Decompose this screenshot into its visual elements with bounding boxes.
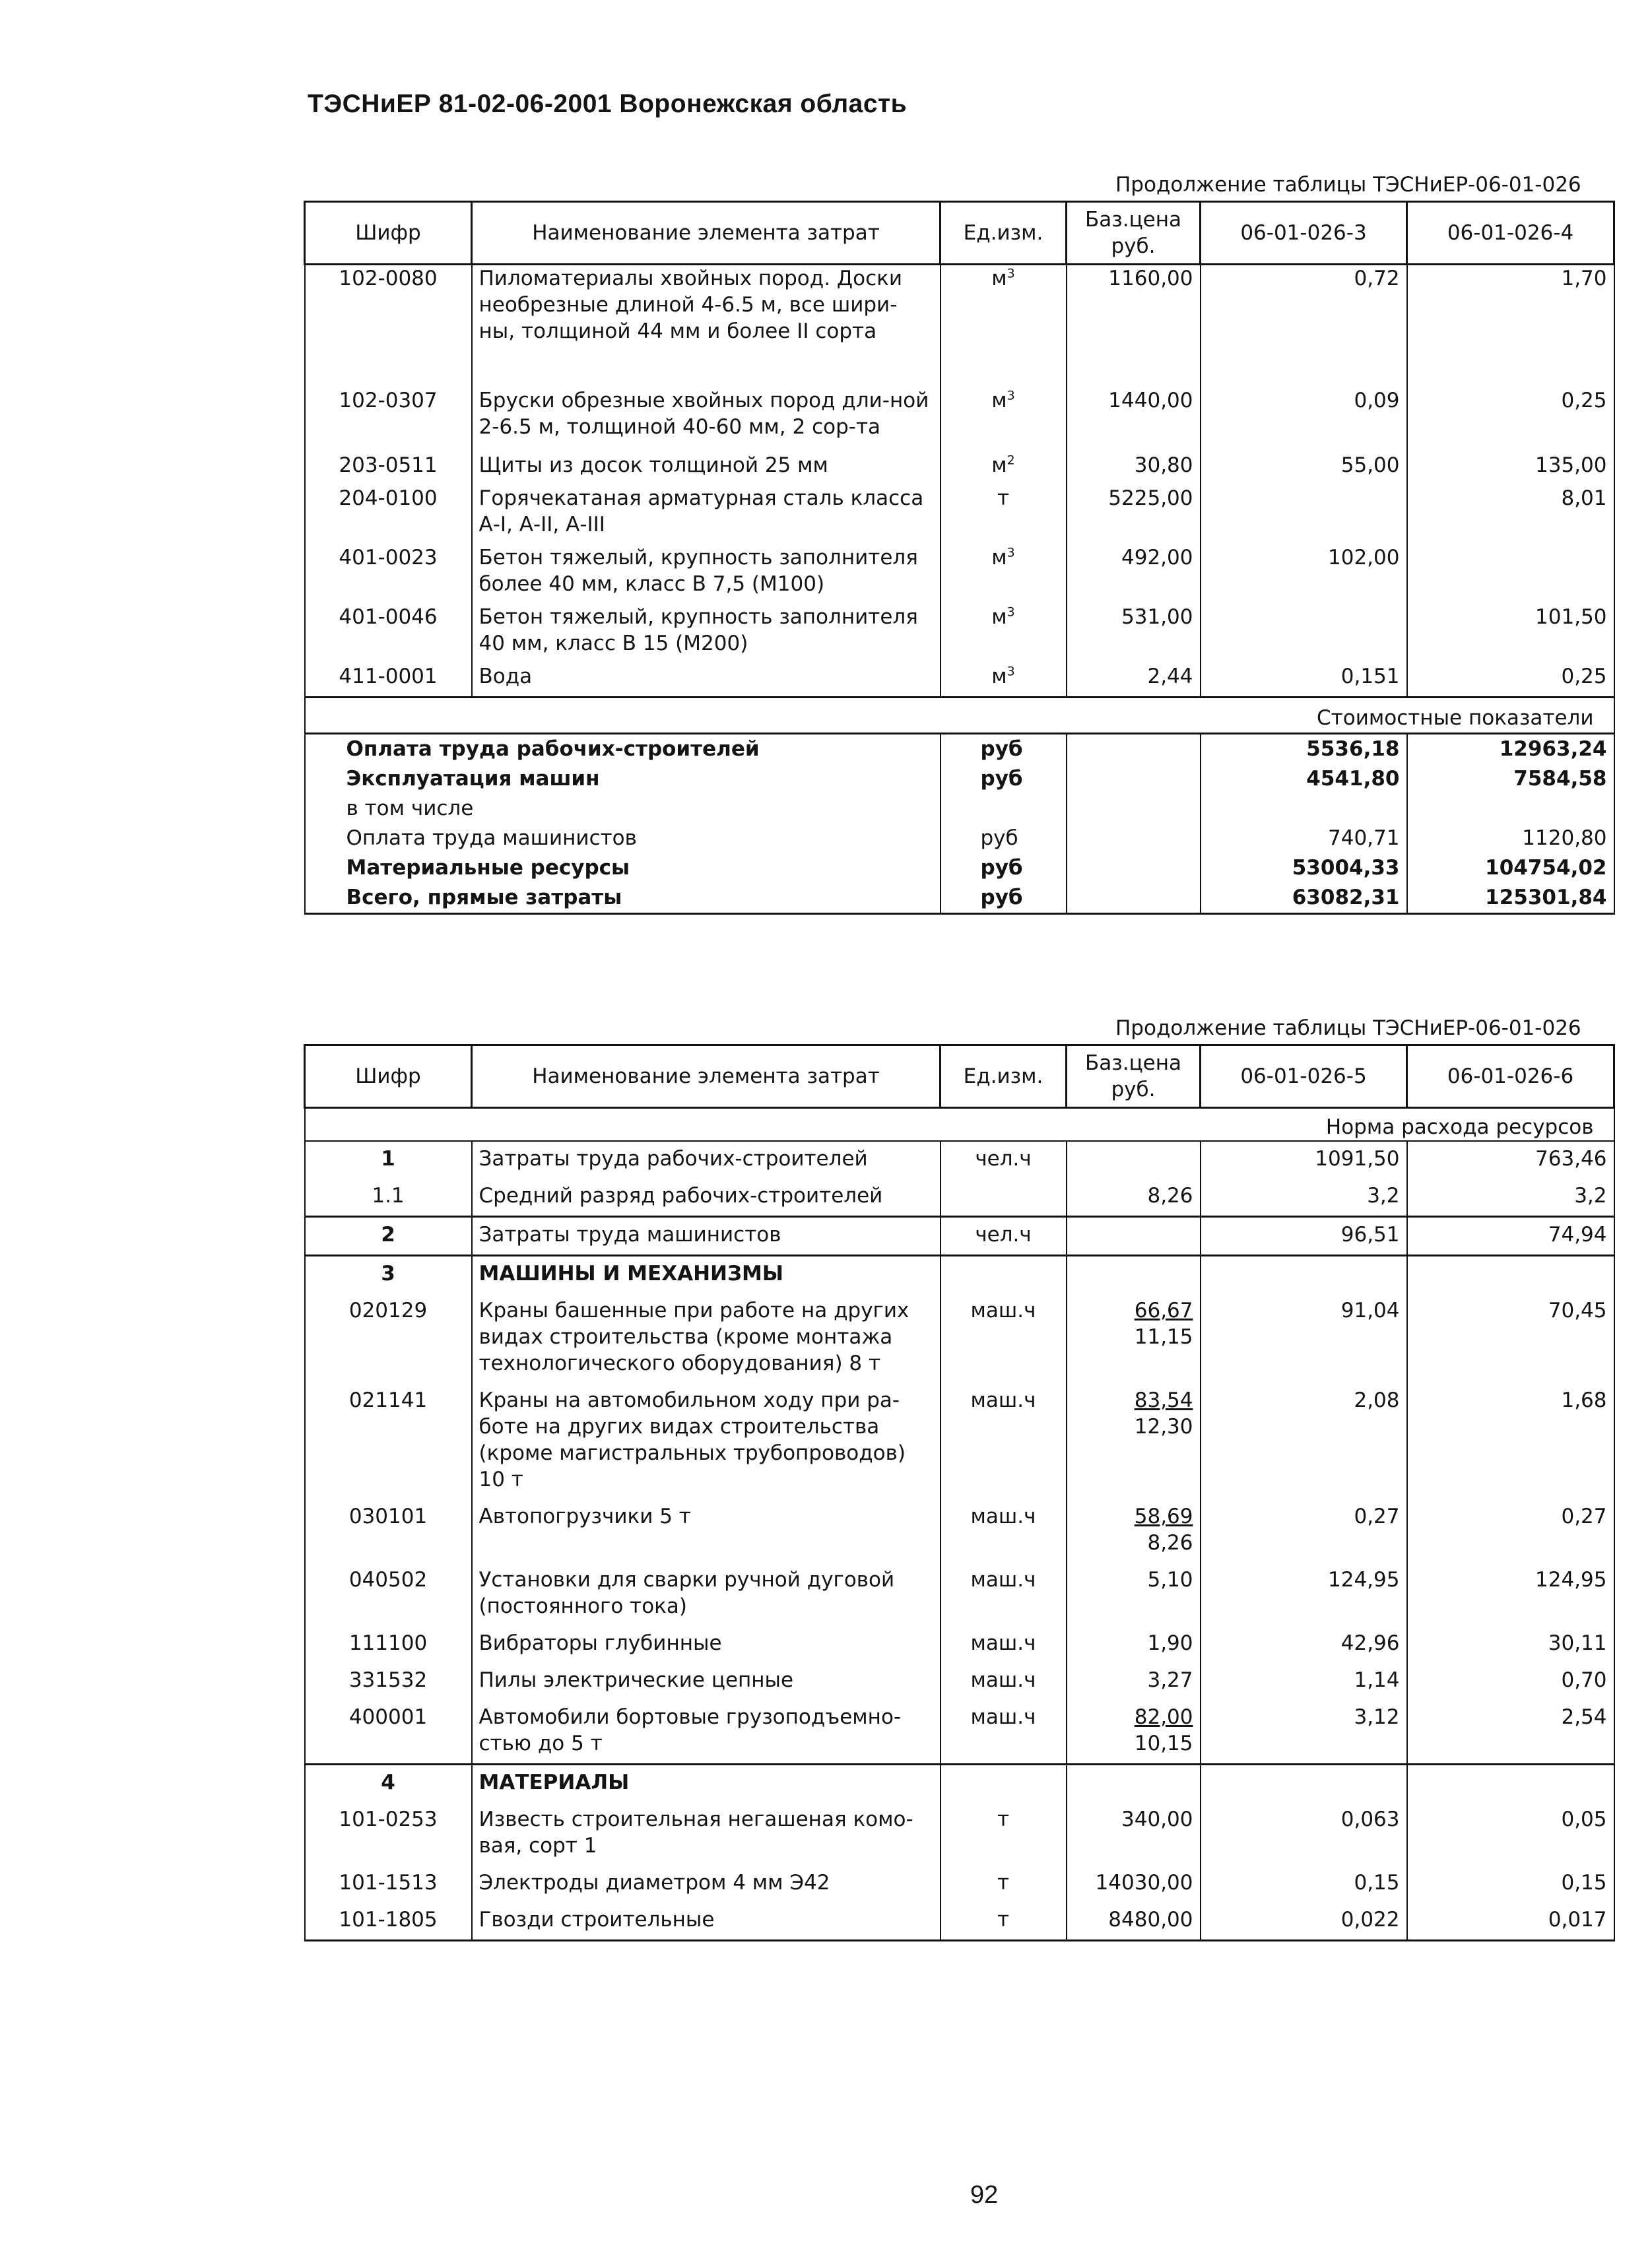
resource-name: Бетон тяжелый, крупность заполнителя более 40 мм, класс В 7,5 (М100): [472, 544, 941, 604]
base-price-secondary: 12,30: [1134, 1415, 1193, 1439]
cost-col-3: 53004,33: [1201, 853, 1407, 883]
resource-code: 021141: [305, 1383, 472, 1499]
unit-exponent: 3: [1007, 388, 1015, 403]
cost-empty: [1067, 853, 1201, 883]
base-price: 1,90: [1147, 1631, 1193, 1655]
base-price-secondary: 10,15: [1134, 1732, 1193, 1755]
header-code: Шифр: [305, 202, 472, 265]
header-col-4: 06-01-026-4: [1407, 202, 1614, 265]
table-row: [305, 1179, 1614, 1217]
value-col-3: 0,151: [1201, 663, 1407, 698]
resource-name: Бетон тяжелый, крупность заполнителя 40 мм, класс В 15 (М200): [472, 604, 941, 663]
cost-row: [305, 853, 1614, 883]
resource-code: 101-1513: [305, 1866, 472, 1903]
cost-col-4: 1120,80: [1407, 824, 1614, 853]
table-row: [305, 1217, 1614, 1256]
cost-empty: [1067, 824, 1201, 853]
cost-empty: [1067, 794, 1201, 824]
resource-code: 102-0307: [305, 387, 472, 452]
cost-col-4: 12963,24: [1407, 734, 1614, 765]
cost-row: [305, 764, 1614, 794]
cost-indicators-band: [305, 698, 1614, 734]
value-col-5: 0,022: [1201, 1903, 1407, 1941]
cost-col-4: 125301,84: [1407, 883, 1614, 914]
cost-col-4: 104754,02: [1407, 853, 1614, 883]
cost-label: Всего, прямые затраты: [305, 883, 941, 914]
unit-cell: [941, 1765, 1067, 1803]
value-col-5: 42,96: [1201, 1626, 1407, 1663]
table-row: [305, 604, 1614, 663]
value-col-4: [1407, 544, 1614, 604]
value-col-5: [1201, 1765, 1407, 1803]
unit-cell: [941, 452, 1067, 485]
value-col-3: [1201, 604, 1407, 663]
base-price-cell: [1067, 1499, 1201, 1563]
resource-code: 411-0001: [305, 663, 472, 698]
base-price: 66,67: [1134, 1299, 1193, 1322]
header-price: Баз.цена руб.: [1067, 202, 1201, 265]
base-price-secondary: 8,26: [1147, 1531, 1193, 1555]
cost-col-4: [1407, 794, 1614, 824]
value-col-3: 0,09: [1201, 387, 1407, 452]
cost-label: в том числе: [305, 794, 941, 824]
header-col-3: 06-01-026-3: [1201, 202, 1407, 265]
resource-name: Установки для сварки ручной дуговой (постоянного тока): [472, 1563, 941, 1626]
value-col-6: [1407, 1765, 1614, 1803]
header-unit: Ед.изм.: [941, 202, 1067, 265]
value-col-5: 1091,50: [1201, 1141, 1407, 1179]
header-col-6: 06-01-026-6: [1407, 1045, 1614, 1108]
table-row: [305, 1626, 1614, 1663]
value-col-6: 124,95: [1407, 1563, 1614, 1626]
cost-col-3: 63082,31: [1201, 883, 1407, 914]
base-price-cell: [1067, 1802, 1201, 1866]
value-col-4: 135,00: [1407, 452, 1614, 485]
unit-text: м: [991, 267, 1007, 290]
unit-cell: маш.ч: [941, 1700, 1067, 1765]
table-row: [305, 663, 1614, 698]
value-col-5: 1,14: [1201, 1663, 1407, 1700]
unit-cell: [941, 663, 1067, 698]
base-price: 2,44: [1067, 663, 1201, 698]
cost-unit: [941, 794, 1067, 824]
resource-code: 102-0080: [305, 265, 472, 388]
value-col-5: 0,063: [1201, 1802, 1407, 1866]
resource-code: 111100: [305, 1626, 472, 1663]
base-price-secondary: 11,15: [1134, 1325, 1193, 1349]
table-row: [305, 1141, 1614, 1179]
cost-empty: [1067, 883, 1201, 914]
value-col-5: 124,95: [1201, 1563, 1407, 1626]
resource-code: 040502: [305, 1563, 472, 1626]
table-row: [305, 544, 1614, 604]
value-col-3: 102,00: [1201, 544, 1407, 604]
norm-band: [305, 1108, 1614, 1142]
base-price-cell: [1067, 1903, 1201, 1941]
value-col-6: 74,94: [1407, 1217, 1614, 1256]
base-price: 1160,00: [1067, 265, 1201, 388]
value-col-5: 3,2: [1201, 1179, 1407, 1217]
value-col-3: 0,72: [1201, 265, 1407, 388]
resource-code: 2: [305, 1217, 472, 1256]
unit-cell: т: [941, 1903, 1067, 1941]
base-price-cell: [1067, 1383, 1201, 1499]
table-row: [305, 485, 1614, 544]
unit-exponent: 3: [1007, 664, 1015, 679]
page-number: 92: [970, 2181, 999, 2209]
base-price-cell: [1067, 1765, 1201, 1803]
base-price-cell: [1067, 1217, 1201, 1256]
table-row: [305, 265, 1614, 388]
value-col-6: 30,11: [1407, 1626, 1614, 1663]
cost-unit: руб: [941, 853, 1067, 883]
cost-col-3: [1201, 794, 1407, 824]
value-col-5: 3,12: [1201, 1700, 1407, 1765]
unit-exponent: 3: [1007, 604, 1015, 620]
resource-name: МАТЕРИАЛЫ: [472, 1765, 941, 1803]
resource-code: 101-0253: [305, 1802, 472, 1866]
header-name: Наименование элемента затрат: [472, 1045, 941, 1108]
base-price: 8480,00: [1108, 1908, 1193, 1932]
table-row: [305, 1765, 1614, 1803]
base-price-cell: [1067, 1866, 1201, 1903]
value-col-6: 3,2: [1407, 1179, 1614, 1217]
resource-name: Пиломатериалы хвойных пород. Доски необрезные длиной 4-6.5 м, все шири-ны, толщиной 44 мм и более II сорта: [472, 265, 941, 388]
base-price: 83,54: [1134, 1388, 1193, 1412]
unit-text: м: [991, 453, 1007, 477]
band-label: Норма расхода ресурсов: [305, 1108, 1614, 1142]
table-row: [305, 1256, 1614, 1294]
unit-cell: маш.ч: [941, 1563, 1067, 1626]
value-col-6: 0,15: [1407, 1866, 1614, 1903]
table-row: [305, 1563, 1614, 1626]
table1-header-row: [305, 202, 1614, 265]
base-price: 1440,00: [1067, 387, 1201, 452]
value-col-4: 8,01: [1407, 485, 1614, 544]
header-name: Наименование элемента затрат: [472, 202, 941, 265]
resource-name: Затраты труда машинистов: [472, 1217, 941, 1256]
base-price-cell: [1067, 1179, 1201, 1217]
unit-text: т: [997, 486, 1010, 510]
resource-code: 020129: [305, 1293, 472, 1383]
cost-row: [305, 794, 1614, 824]
table-row: [305, 1293, 1614, 1383]
unit-cell: т: [941, 1802, 1067, 1866]
cost-col-3: 740,71: [1201, 824, 1407, 853]
table2-caption: Продолжение таблицы ТЭСНиЕР-06-01-026: [1115, 1016, 1581, 1040]
document-title: ТЭСНиЕР 81-02-06-2001 Воронежская область: [308, 90, 908, 118]
base-price: 5,10: [1147, 1568, 1193, 1592]
cost-row: [305, 883, 1614, 914]
base-price: 14030,00: [1095, 1871, 1193, 1895]
base-price-cell: [1067, 1141, 1201, 1179]
value-col-5: 2,08: [1201, 1383, 1407, 1499]
value-col-5: 0,15: [1201, 1866, 1407, 1903]
resource-code: 1.1: [305, 1179, 472, 1217]
cost-empty: [1067, 734, 1201, 765]
resource-code: 401-0046: [305, 604, 472, 663]
unit-cell: [941, 265, 1067, 388]
base-price-cell: [1067, 1663, 1201, 1700]
unit-text: м: [991, 389, 1007, 412]
resource-name: Электроды диаметром 4 мм Э42: [472, 1866, 941, 1903]
unit-cell: чел.ч: [941, 1217, 1067, 1256]
resource-name: Горячекатаная арматурная сталь класса А-I, А-II, А-III: [472, 485, 941, 544]
unit-cell: чел.ч: [941, 1141, 1067, 1179]
value-col-3: [1201, 485, 1407, 544]
resource-code: 401-0023: [305, 544, 472, 604]
cost-unit: руб: [941, 764, 1067, 794]
resource-code: 101-1805: [305, 1903, 472, 1941]
resource-table-1: [304, 201, 1615, 915]
header-col-5: 06-01-026-5: [1201, 1045, 1407, 1108]
base-price-cell: [1067, 1293, 1201, 1383]
base-price: 3,27: [1147, 1668, 1193, 1692]
cost-label: Эксплуатация машин: [305, 764, 941, 794]
base-price: 58,69: [1134, 1505, 1193, 1528]
unit-cell: [941, 544, 1067, 604]
unit-cell: [941, 1179, 1067, 1217]
unit-text: м: [991, 665, 1007, 688]
unit-cell: маш.ч: [941, 1626, 1067, 1663]
unit-exponent: 2: [1007, 453, 1015, 468]
resource-name: Бруски обрезные хвойных пород дли-ной 2-6.5 м, толщиной 40-60 мм, 2 сор-та: [472, 387, 941, 452]
cost-label: Материальные ресурсы: [305, 853, 941, 883]
unit-cell: маш.ч: [941, 1499, 1067, 1563]
cost-col-3: 4541,80: [1201, 764, 1407, 794]
resource-name: Гвозди строительные: [472, 1903, 941, 1941]
value-col-4: 0,25: [1407, 663, 1614, 698]
value-col-6: 0,70: [1407, 1663, 1614, 1700]
base-price-cell: [1067, 1563, 1201, 1626]
cost-col-4: 7584,58: [1407, 764, 1614, 794]
value-col-6: 0,27: [1407, 1499, 1614, 1563]
value-col-5: 0,27: [1201, 1499, 1407, 1563]
table-row: [305, 1383, 1614, 1499]
unit-cell: [941, 604, 1067, 663]
table-row: [305, 1499, 1614, 1563]
resource-code: 204-0100: [305, 485, 472, 544]
resource-name: Известь строительная негашеная комо-вая, сорт 1: [472, 1802, 941, 1866]
table-row: [305, 1700, 1614, 1765]
value-col-5: 91,04: [1201, 1293, 1407, 1383]
value-col-4: 1,70: [1407, 265, 1614, 388]
cost-label: Оплата труда рабочих-строителей: [305, 734, 941, 765]
unit-cell: т: [941, 1866, 1067, 1903]
band-label: Стоимостные показатели: [305, 698, 1614, 734]
value-col-6: 0,05: [1407, 1802, 1614, 1866]
base-price: 531,00: [1067, 604, 1201, 663]
table-row: [305, 387, 1614, 452]
resource-name: Вибраторы глубинные: [472, 1626, 941, 1663]
cost-label: Оплата труда машинистов: [305, 824, 941, 853]
resource-code: 3: [305, 1256, 472, 1294]
resource-name: Автопогрузчики 5 т: [472, 1499, 941, 1563]
table2-header-row: [305, 1045, 1614, 1108]
resource-name: Автомобили бортовые грузоподъемно-стью до 5 т: [472, 1700, 941, 1765]
base-price: 8,26: [1147, 1184, 1193, 1208]
base-price-cell: [1067, 1256, 1201, 1294]
unit-cell: [941, 1256, 1067, 1294]
value-col-4: 0,25: [1407, 387, 1614, 452]
header-price: Баз.цена руб.: [1067, 1045, 1201, 1108]
base-price-cell: [1067, 1626, 1201, 1663]
resource-name: Краны на автомобильном ходу при ра-боте на других видах строительства (кроме магистральных трубопроводов) 10 т: [472, 1383, 941, 1499]
resource-code: 400001: [305, 1700, 472, 1765]
table-row: [305, 1802, 1614, 1866]
value-col-6: [1407, 1256, 1614, 1294]
cost-col-3: 5536,18: [1201, 734, 1407, 765]
base-price: 30,80: [1067, 452, 1201, 485]
resource-name: Затраты труда рабочих-строителей: [472, 1141, 941, 1179]
resource-code: 1: [305, 1141, 472, 1179]
resource-code: 203-0511: [305, 452, 472, 485]
resource-table-2: [304, 1044, 1615, 1941]
value-col-5: 96,51: [1201, 1217, 1407, 1256]
cost-empty: [1067, 764, 1201, 794]
unit-cell: маш.ч: [941, 1293, 1067, 1383]
resource-name: Средний разряд рабочих-строителей: [472, 1179, 941, 1217]
header-code: Шифр: [305, 1045, 472, 1108]
value-col-5: [1201, 1256, 1407, 1294]
unit-exponent: 3: [1007, 545, 1015, 560]
value-col-6: 1,68: [1407, 1383, 1614, 1499]
value-col-6: 0,017: [1407, 1903, 1614, 1941]
value-col-6: 70,45: [1407, 1293, 1614, 1383]
base-price: 340,00: [1121, 1808, 1193, 1831]
unit-exponent: 3: [1007, 266, 1015, 281]
value-col-4: 101,50: [1407, 604, 1614, 663]
header-unit: Ед.изм.: [941, 1045, 1067, 1108]
cost-unit: руб: [941, 883, 1067, 914]
table-row: [305, 1866, 1614, 1903]
cost-unit: руб: [941, 824, 1067, 853]
base-price-cell: [1067, 1700, 1201, 1765]
unit-cell: маш.ч: [941, 1663, 1067, 1700]
resource-name: Вода: [472, 663, 941, 698]
resource-name: МАШИНЫ И МЕХАНИЗМЫ: [472, 1256, 941, 1294]
unit-text: м: [991, 546, 1007, 570]
resource-name: Пилы электрические цепные: [472, 1663, 941, 1700]
resource-code: 4: [305, 1765, 472, 1803]
table-row: [305, 452, 1614, 485]
resource-code: 331532: [305, 1663, 472, 1700]
value-col-6: 763,46: [1407, 1141, 1614, 1179]
unit-cell: маш.ч: [941, 1383, 1067, 1499]
unit-text: м: [991, 605, 1007, 629]
cost-row: [305, 824, 1614, 853]
resource-name: Щиты из досок толщиной 25 мм: [472, 452, 941, 485]
base-price: 82,00: [1134, 1705, 1193, 1729]
table-row: [305, 1903, 1614, 1941]
cost-row: [305, 734, 1614, 765]
unit-cell: [941, 485, 1067, 544]
base-price: 492,00: [1067, 544, 1201, 604]
base-price: 5225,00: [1067, 485, 1201, 544]
value-col-3: 55,00: [1201, 452, 1407, 485]
table1-caption: Продолжение таблицы ТЭСНиЕР-06-01-026: [1115, 173, 1581, 197]
unit-cell: [941, 387, 1067, 452]
table-row: [305, 1663, 1614, 1700]
cost-unit: руб: [941, 734, 1067, 765]
resource-code: 030101: [305, 1499, 472, 1563]
resource-name: Краны башенные при работе на других видах строительства (кроме монтажа технологического оборудования) 8 т: [472, 1293, 941, 1383]
value-col-6: 2,54: [1407, 1700, 1614, 1765]
